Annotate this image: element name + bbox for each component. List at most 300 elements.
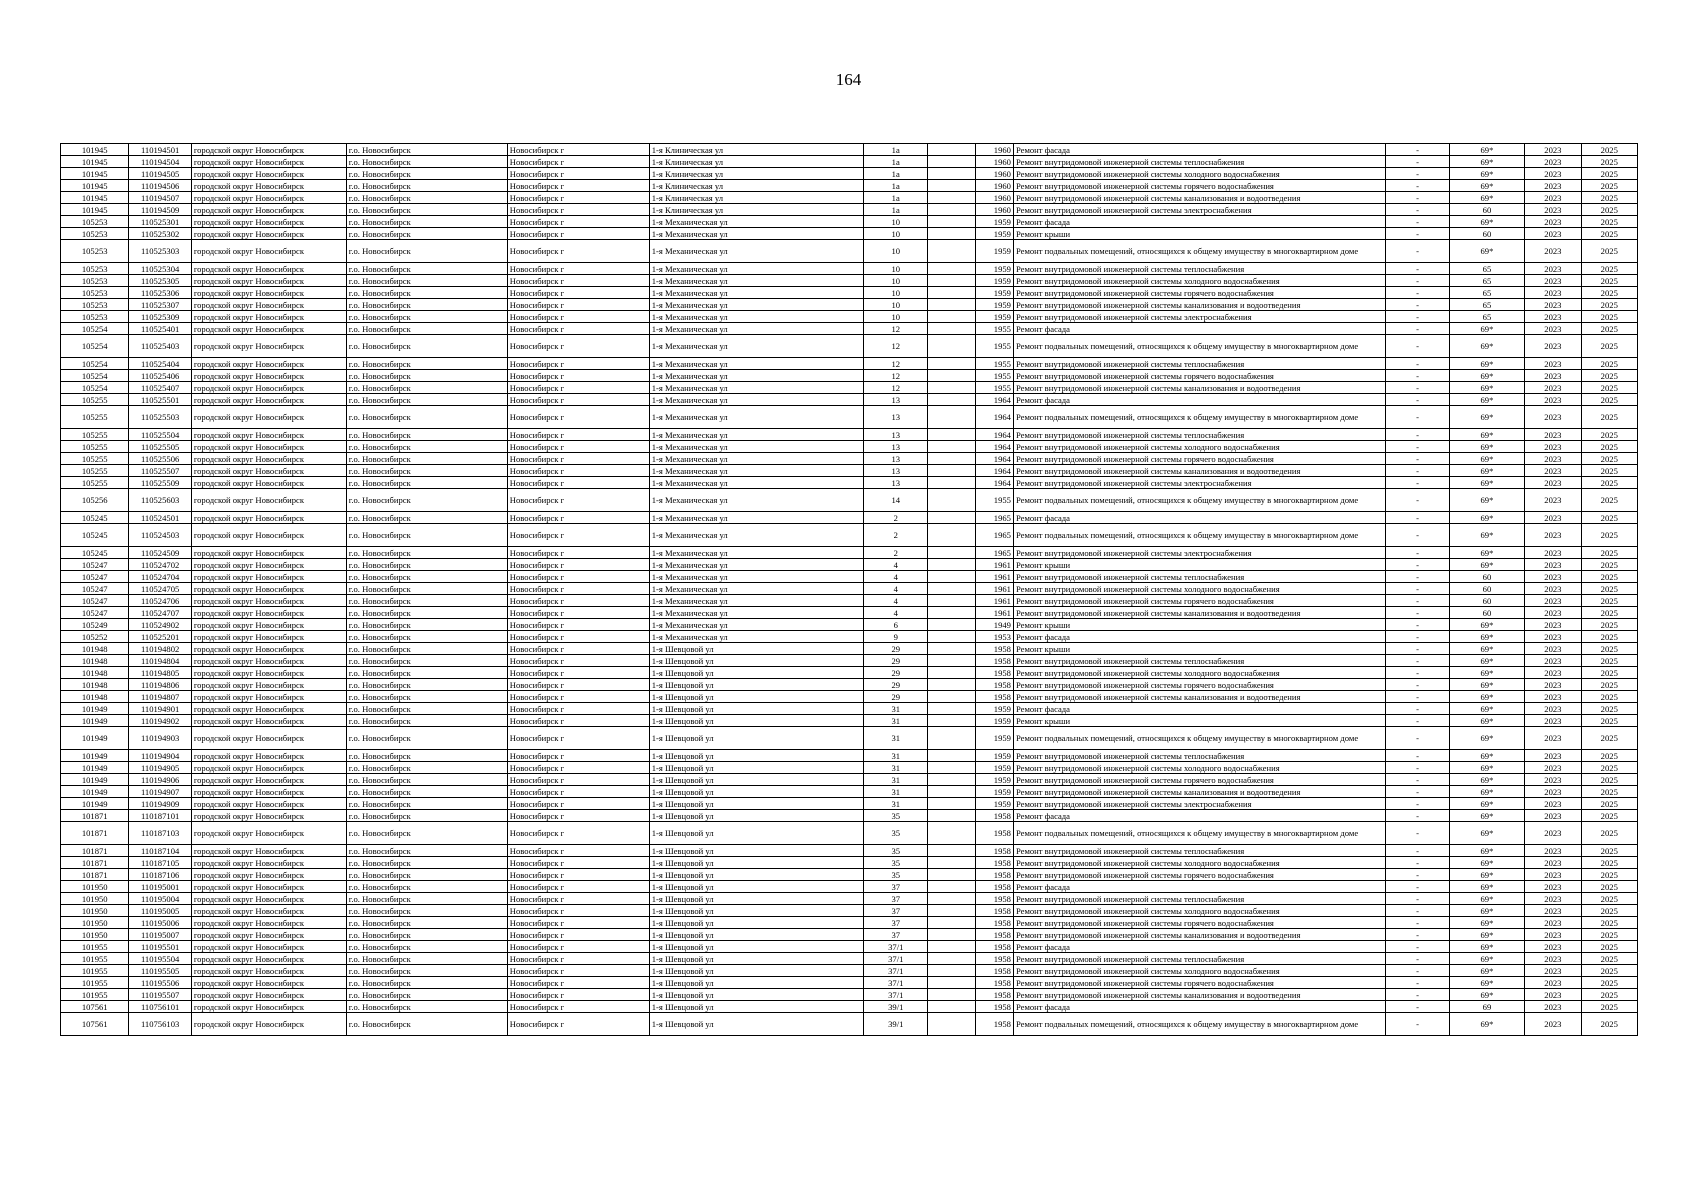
year-from-cell: 2023 [1525, 287, 1581, 299]
year-to-cell: 2025 [1581, 477, 1637, 489]
wear-cell: 69* [1449, 929, 1524, 941]
year-cell: 1959 [975, 228, 1013, 240]
table-row [61, 893, 1638, 905]
table-row [61, 655, 1638, 667]
table-row [61, 595, 1638, 607]
year-from-cell: 2023 [1525, 929, 1581, 941]
year-from-cell: 2023 [1525, 655, 1581, 667]
building-cell [928, 216, 975, 228]
page-number: 164 [835, 70, 862, 89]
street-cell: 1-я Механическая ул [649, 216, 863, 228]
year-from-cell: 2023 [1525, 917, 1581, 929]
wear-cell: 69* [1449, 857, 1524, 869]
building-cell [928, 727, 975, 750]
year-from-cell: 2023 [1525, 727, 1581, 750]
work-type-cell: Ремонт внутридомовой инженерной системы канализования и водоотведения [1013, 607, 1385, 619]
year-to-cell: 2025 [1581, 168, 1637, 180]
year-to-cell: 2025 [1581, 156, 1637, 168]
work-type-cell: Ремонт внутридомовой инженерной системы холодного водоснабжения [1013, 583, 1385, 595]
building-cell [928, 655, 975, 667]
year-from-cell: 2023 [1525, 465, 1581, 477]
settlement-cell: г.о. Новосибирск [346, 631, 507, 643]
table-row [61, 786, 1638, 798]
house-id-cell: 101949 [61, 715, 129, 727]
wear-cell: 69* [1449, 477, 1524, 489]
dash-cell: - [1386, 441, 1449, 453]
house-number-cell: 13 [864, 429, 928, 441]
building-cell [928, 643, 975, 655]
municipality-cell: городской округ Новосибирск [191, 382, 346, 394]
wear-cell: 69* [1449, 822, 1524, 845]
street-cell: 1-я Шевцовой ул [649, 822, 863, 845]
work-type-cell: Ремонт внутридомовой инженерной системы теплоснабжения [1013, 845, 1385, 857]
municipality-cell: городской округ Новосибирск [191, 512, 346, 524]
year-cell: 1959 [975, 263, 1013, 275]
work-id-cell: 110525506 [129, 453, 191, 465]
house-number-cell: 35 [864, 869, 928, 881]
work-type-cell: Ремонт фасада [1013, 631, 1385, 643]
street-cell: 1-я Механическая ул [649, 595, 863, 607]
work-id-cell: 110195007 [129, 929, 191, 941]
settlement-cell: г.о. Новосибирск [346, 1001, 507, 1013]
municipality-cell: городской округ Новосибирск [191, 810, 346, 822]
work-type-cell: Ремонт фасада [1013, 512, 1385, 524]
locality-cell: Новосибирск г [507, 750, 649, 762]
work-id-cell: 110756101 [129, 1001, 191, 1013]
building-cell [928, 571, 975, 583]
dash-cell: - [1386, 989, 1449, 1001]
work-type-cell: Ремонт крыши [1013, 559, 1385, 571]
locality-cell: Новосибирск г [507, 798, 649, 810]
municipality-cell: городской округ Новосибирск [191, 822, 346, 845]
settlement-cell: г.о. Новосибирск [346, 168, 507, 180]
house-number-cell: 14 [864, 489, 928, 512]
wear-cell: 69* [1449, 180, 1524, 192]
house-number-cell: 10 [864, 275, 928, 287]
building-cell [928, 168, 975, 180]
year-from-cell: 2023 [1525, 240, 1581, 263]
work-id-cell: 110194905 [129, 762, 191, 774]
wear-cell: 69* [1449, 953, 1524, 965]
year-cell: 1958 [975, 881, 1013, 893]
wear-cell: 60 [1449, 571, 1524, 583]
locality-cell: Новосибирск г [507, 524, 649, 547]
settlement-cell: г.о. Новосибирск [346, 489, 507, 512]
municipality-cell: городской округ Новосибирск [191, 156, 346, 168]
dash-cell: - [1386, 798, 1449, 810]
wear-cell: 69* [1449, 667, 1524, 679]
building-cell [928, 810, 975, 822]
work-id-cell: 110525404 [129, 358, 191, 370]
table-row [61, 156, 1638, 168]
year-from-cell: 2023 [1525, 394, 1581, 406]
street-cell: 1-я Механическая ул [649, 429, 863, 441]
locality-cell: Новосибирск г [507, 774, 649, 786]
building-cell [928, 631, 975, 643]
year-to-cell: 2025 [1581, 441, 1637, 453]
dash-cell: - [1386, 619, 1449, 631]
year-from-cell: 2023 [1525, 667, 1581, 679]
house-number-cell: 37 [864, 929, 928, 941]
street-cell: 1-я Механическая ул [649, 263, 863, 275]
year-cell: 1958 [975, 893, 1013, 905]
locality-cell: Новосибирск г [507, 180, 649, 192]
municipality-cell: городской округ Новосибирск [191, 655, 346, 667]
municipality-cell: городской округ Новосибирск [191, 917, 346, 929]
dash-cell: - [1386, 715, 1449, 727]
year-to-cell: 2025 [1581, 524, 1637, 547]
year-from-cell: 2023 [1525, 607, 1581, 619]
street-cell: 1-я Клиническая ул [649, 156, 863, 168]
year-cell: 1958 [975, 989, 1013, 1001]
work-id-cell: 110525407 [129, 382, 191, 394]
locality-cell: Новосибирск г [507, 965, 649, 977]
work-type-cell: Ремонт внутридомовой инженерной системы канализования и водоотведения [1013, 465, 1385, 477]
year-from-cell: 2023 [1525, 180, 1581, 192]
year-cell: 1959 [975, 715, 1013, 727]
table-row [61, 905, 1638, 917]
dash-cell: - [1386, 655, 1449, 667]
house-number-cell: 31 [864, 774, 928, 786]
year-from-cell: 2023 [1525, 524, 1581, 547]
house-number-cell: 12 [864, 335, 928, 358]
work-id-cell: 110525306 [129, 287, 191, 299]
settlement-cell: г.о. Новосибирск [346, 881, 507, 893]
locality-cell: Новосибирск г [507, 394, 649, 406]
wear-cell: 60 [1449, 607, 1524, 619]
settlement-cell: г.о. Новосибирск [346, 857, 507, 869]
street-cell: 1-я Механическая ул [649, 619, 863, 631]
street-cell: 1-я Клиническая ул [649, 192, 863, 204]
work-type-cell: Ремонт внутридомовой инженерной системы холодного водоснабжения [1013, 762, 1385, 774]
year-from-cell: 2023 [1525, 941, 1581, 953]
settlement-cell: г.о. Новосибирск [346, 655, 507, 667]
building-cell [928, 583, 975, 595]
settlement-cell: г.о. Новосибирск [346, 595, 507, 607]
municipality-cell: городской округ Новосибирск [191, 619, 346, 631]
year-from-cell: 2023 [1525, 275, 1581, 287]
house-id-cell: 105253 [61, 240, 129, 263]
table-row [61, 977, 1638, 989]
year-cell: 1958 [975, 953, 1013, 965]
house-number-cell: 4 [864, 571, 928, 583]
work-id-cell: 110524501 [129, 512, 191, 524]
house-number-cell: 1а [864, 180, 928, 192]
year-cell: 1958 [975, 869, 1013, 881]
table-row [61, 881, 1638, 893]
table-row [61, 263, 1638, 275]
year-cell: 1949 [975, 619, 1013, 631]
locality-cell: Новосибирск г [507, 1001, 649, 1013]
year-cell: 1958 [975, 691, 1013, 703]
dash-cell: - [1386, 905, 1449, 917]
street-cell: 1-я Шевцовой ул [649, 989, 863, 1001]
municipality-cell: городской округ Новосибирск [191, 228, 346, 240]
work-type-cell: Ремонт фасада [1013, 881, 1385, 893]
dash-cell: - [1386, 703, 1449, 715]
year-from-cell: 2023 [1525, 869, 1581, 881]
building-cell [928, 204, 975, 216]
wear-cell: 65 [1449, 263, 1524, 275]
table-row [61, 917, 1638, 929]
year-cell: 1959 [975, 275, 1013, 287]
wear-cell: 69* [1449, 216, 1524, 228]
locality-cell: Новосибирск г [507, 571, 649, 583]
house-id-cell: 105255 [61, 441, 129, 453]
year-cell: 1959 [975, 703, 1013, 715]
dash-cell: - [1386, 453, 1449, 465]
settlement-cell: г.о. Новосибирск [346, 774, 507, 786]
work-id-cell: 110525503 [129, 406, 191, 429]
work-id-cell: 110525309 [129, 311, 191, 323]
year-from-cell: 2023 [1525, 1001, 1581, 1013]
municipality-cell: городской округ Новосибирск [191, 583, 346, 595]
year-from-cell: 2023 [1525, 156, 1581, 168]
settlement-cell: г.о. Новосибирск [346, 394, 507, 406]
house-number-cell: 29 [864, 691, 928, 703]
work-type-cell: Ремонт фасада [1013, 1001, 1385, 1013]
house-id-cell: 101949 [61, 703, 129, 715]
table-row [61, 965, 1638, 977]
work-id-cell: 110525505 [129, 441, 191, 453]
year-cell: 1955 [975, 489, 1013, 512]
house-id-cell: 101948 [61, 691, 129, 703]
work-id-cell: 110187106 [129, 869, 191, 881]
work-type-cell: Ремонт внутридомовой инженерной системы горячего водоснабжения [1013, 287, 1385, 299]
wear-cell: 69* [1449, 893, 1524, 905]
work-type-cell: Ремонт внутридомовой инженерной системы горячего водоснабжения [1013, 180, 1385, 192]
work-type-cell: Ремонт фасада [1013, 810, 1385, 822]
locality-cell: Новосибирск г [507, 583, 649, 595]
work-type-cell: Ремонт внутридомовой инженерной системы горячего водоснабжения [1013, 774, 1385, 786]
year-to-cell: 2025 [1581, 703, 1637, 715]
dash-cell: - [1386, 595, 1449, 607]
house-id-cell: 101948 [61, 655, 129, 667]
house-id-cell: 105245 [61, 524, 129, 547]
municipality-cell: городской округ Новосибирск [191, 299, 346, 311]
table-row [61, 180, 1638, 192]
municipality-cell: городской округ Новосибирск [191, 144, 346, 156]
street-cell: 1-я Шевцовой ул [649, 715, 863, 727]
table-row [61, 240, 1638, 263]
house-number-cell: 12 [864, 370, 928, 382]
locality-cell: Новосибирск г [507, 453, 649, 465]
year-to-cell: 2025 [1581, 631, 1637, 643]
year-cell: 1960 [975, 144, 1013, 156]
year-to-cell: 2025 [1581, 311, 1637, 323]
house-id-cell: 101949 [61, 798, 129, 810]
street-cell: 1-я Механическая ул [649, 477, 863, 489]
house-id-cell: 105245 [61, 547, 129, 559]
year-to-cell: 2025 [1581, 798, 1637, 810]
building-cell [928, 382, 975, 394]
work-type-cell: Ремонт внутридомовой инженерной системы теплоснабжения [1013, 358, 1385, 370]
house-id-cell: 101948 [61, 667, 129, 679]
work-type-cell: Ремонт внутридомовой инженерной системы холодного водоснабжения [1013, 275, 1385, 287]
work-id-cell: 110194805 [129, 667, 191, 679]
municipality-cell: городской округ Новосибирск [191, 703, 346, 715]
dash-cell: - [1386, 822, 1449, 845]
settlement-cell: г.о. Новосибирск [346, 1013, 507, 1036]
work-id-cell: 110525201 [129, 631, 191, 643]
work-type-cell: Ремонт внутридомовой инженерной системы теплоснабжения [1013, 655, 1385, 667]
locality-cell: Новосибирск г [507, 881, 649, 893]
municipality-cell: городской округ Новосибирск [191, 370, 346, 382]
work-id-cell: 110194506 [129, 180, 191, 192]
house-number-cell: 37 [864, 881, 928, 893]
work-id-cell: 110524707 [129, 607, 191, 619]
wear-cell: 69* [1449, 679, 1524, 691]
locality-cell: Новосибирск г [507, 406, 649, 429]
house-id-cell: 101871 [61, 869, 129, 881]
work-type-cell: Ремонт внутридомовой инженерной системы горячего водоснабжения [1013, 595, 1385, 607]
locality-cell: Новосибирск г [507, 929, 649, 941]
street-cell: 1-я Механическая ул [649, 571, 863, 583]
settlement-cell: г.о. Новосибирск [346, 715, 507, 727]
table-row [61, 845, 1638, 857]
work-id-cell: 110195004 [129, 893, 191, 905]
year-to-cell: 2025 [1581, 192, 1637, 204]
year-to-cell: 2025 [1581, 571, 1637, 583]
work-id-cell: 110195005 [129, 905, 191, 917]
locality-cell: Новосибирск г [507, 786, 649, 798]
locality-cell: Новосибирск г [507, 857, 649, 869]
settlement-cell: г.о. Новосибирск [346, 453, 507, 465]
year-to-cell: 2025 [1581, 382, 1637, 394]
municipality-cell: городской округ Новосибирск [191, 429, 346, 441]
street-cell: 1-я Шевцовой ул [649, 798, 863, 810]
wear-cell: 69* [1449, 715, 1524, 727]
street-cell: 1-я Шевцовой ул [649, 774, 863, 786]
year-from-cell: 2023 [1525, 228, 1581, 240]
locality-cell: Новосибирск г [507, 977, 649, 989]
street-cell: 1-я Шевцовой ул [649, 703, 863, 715]
house-number-cell: 29 [864, 655, 928, 667]
street-cell: 1-я Клиническая ул [649, 204, 863, 216]
wear-cell: 69* [1449, 989, 1524, 1001]
house-number-cell: 37/1 [864, 953, 928, 965]
settlement-cell: г.о. Новосибирск [346, 287, 507, 299]
table-row [61, 323, 1638, 335]
municipality-cell: городской округ Новосибирск [191, 168, 346, 180]
settlement-cell: г.о. Новосибирск [346, 583, 507, 595]
municipality-cell: городской округ Новосибирск [191, 1001, 346, 1013]
settlement-cell: г.о. Новосибирск [346, 965, 507, 977]
work-type-cell: Ремонт внутридомовой инженерной системы канализования и водоотведения [1013, 989, 1385, 1001]
locality-cell: Новосибирск г [507, 607, 649, 619]
work-type-cell: Ремонт крыши [1013, 619, 1385, 631]
work-id-cell: 110194901 [129, 703, 191, 715]
street-cell: 1-я Шевцовой ул [649, 905, 863, 917]
house-id-cell: 101871 [61, 822, 129, 845]
municipality-cell: городской округ Новосибирск [191, 774, 346, 786]
year-cell: 1958 [975, 905, 1013, 917]
dash-cell: - [1386, 335, 1449, 358]
municipality-cell: городской округ Новосибирск [191, 845, 346, 857]
municipality-cell: городской округ Новосибирск [191, 905, 346, 917]
locality-cell: Новосибирск г [507, 489, 649, 512]
street-cell: 1-я Механическая ул [649, 441, 863, 453]
work-type-cell: Ремонт внутридомовой инженерной системы горячего водоснабжения [1013, 679, 1385, 691]
house-id-cell: 101950 [61, 917, 129, 929]
street-cell: 1-я Механическая ул [649, 547, 863, 559]
house-id-cell: 105255 [61, 406, 129, 429]
locality-cell: Новосибирск г [507, 512, 649, 524]
year-to-cell: 2025 [1581, 786, 1637, 798]
house-id-cell: 101955 [61, 977, 129, 989]
year-to-cell: 2025 [1581, 679, 1637, 691]
street-cell: 1-я Механическая ул [649, 524, 863, 547]
building-cell [928, 441, 975, 453]
settlement-cell: г.о. Новосибирск [346, 477, 507, 489]
municipality-cell: городской округ Новосибирск [191, 595, 346, 607]
table-row [61, 441, 1638, 453]
locality-cell: Новосибирск г [507, 547, 649, 559]
building-cell [928, 774, 975, 786]
table-row [61, 524, 1638, 547]
settlement-cell: г.о. Новосибирск [346, 762, 507, 774]
house-number-cell: 4 [864, 583, 928, 595]
house-number-cell: 2 [864, 512, 928, 524]
house-id-cell: 105255 [61, 394, 129, 406]
work-id-cell: 110525307 [129, 299, 191, 311]
house-id-cell: 105247 [61, 607, 129, 619]
dash-cell: - [1386, 429, 1449, 441]
wear-cell: 69* [1449, 168, 1524, 180]
street-cell: 1-я Шевцовой ул [649, 893, 863, 905]
house-id-cell: 105255 [61, 477, 129, 489]
year-to-cell: 2025 [1581, 1013, 1637, 1036]
table-row [61, 631, 1638, 643]
house-id-cell: 101949 [61, 727, 129, 750]
wear-cell: 69* [1449, 192, 1524, 204]
work-type-cell: Ремонт внутридомовой инженерной системы теплоснабжения [1013, 750, 1385, 762]
dash-cell: - [1386, 299, 1449, 311]
table-row [61, 228, 1638, 240]
street-cell: 1-я Шевцовой ул [649, 762, 863, 774]
municipality-cell: городской округ Новосибирск [191, 311, 346, 323]
work-id-cell: 110524705 [129, 583, 191, 595]
wear-cell: 69* [1449, 547, 1524, 559]
dash-cell: - [1386, 524, 1449, 547]
street-cell: 1-я Механическая ул [649, 559, 863, 571]
year-to-cell: 2025 [1581, 358, 1637, 370]
municipality-cell: городской округ Новосибирск [191, 977, 346, 989]
street-cell: 1-я Шевцовой ул [649, 679, 863, 691]
house-number-cell: 37 [864, 893, 928, 905]
street-cell: 1-я Клиническая ул [649, 180, 863, 192]
year-from-cell: 2023 [1525, 965, 1581, 977]
house-number-cell: 37 [864, 917, 928, 929]
table-row [61, 512, 1638, 524]
building-cell [928, 192, 975, 204]
building-cell [928, 917, 975, 929]
work-id-cell: 110525305 [129, 275, 191, 287]
year-cell: 1958 [975, 917, 1013, 929]
house-number-cell: 29 [864, 679, 928, 691]
house-number-cell: 29 [864, 643, 928, 655]
year-cell: 1964 [975, 429, 1013, 441]
settlement-cell: г.о. Новосибирск [346, 941, 507, 953]
locality-cell: Новосибирск г [507, 335, 649, 358]
work-type-cell: Ремонт внутридомовой инженерной системы канализования и водоотведения [1013, 192, 1385, 204]
year-to-cell: 2025 [1581, 595, 1637, 607]
locality-cell: Новосибирск г [507, 228, 649, 240]
building-cell [928, 489, 975, 512]
house-id-cell: 101945 [61, 192, 129, 204]
street-cell: 1-я Шевцовой ул [649, 845, 863, 857]
house-id-cell: 101945 [61, 168, 129, 180]
